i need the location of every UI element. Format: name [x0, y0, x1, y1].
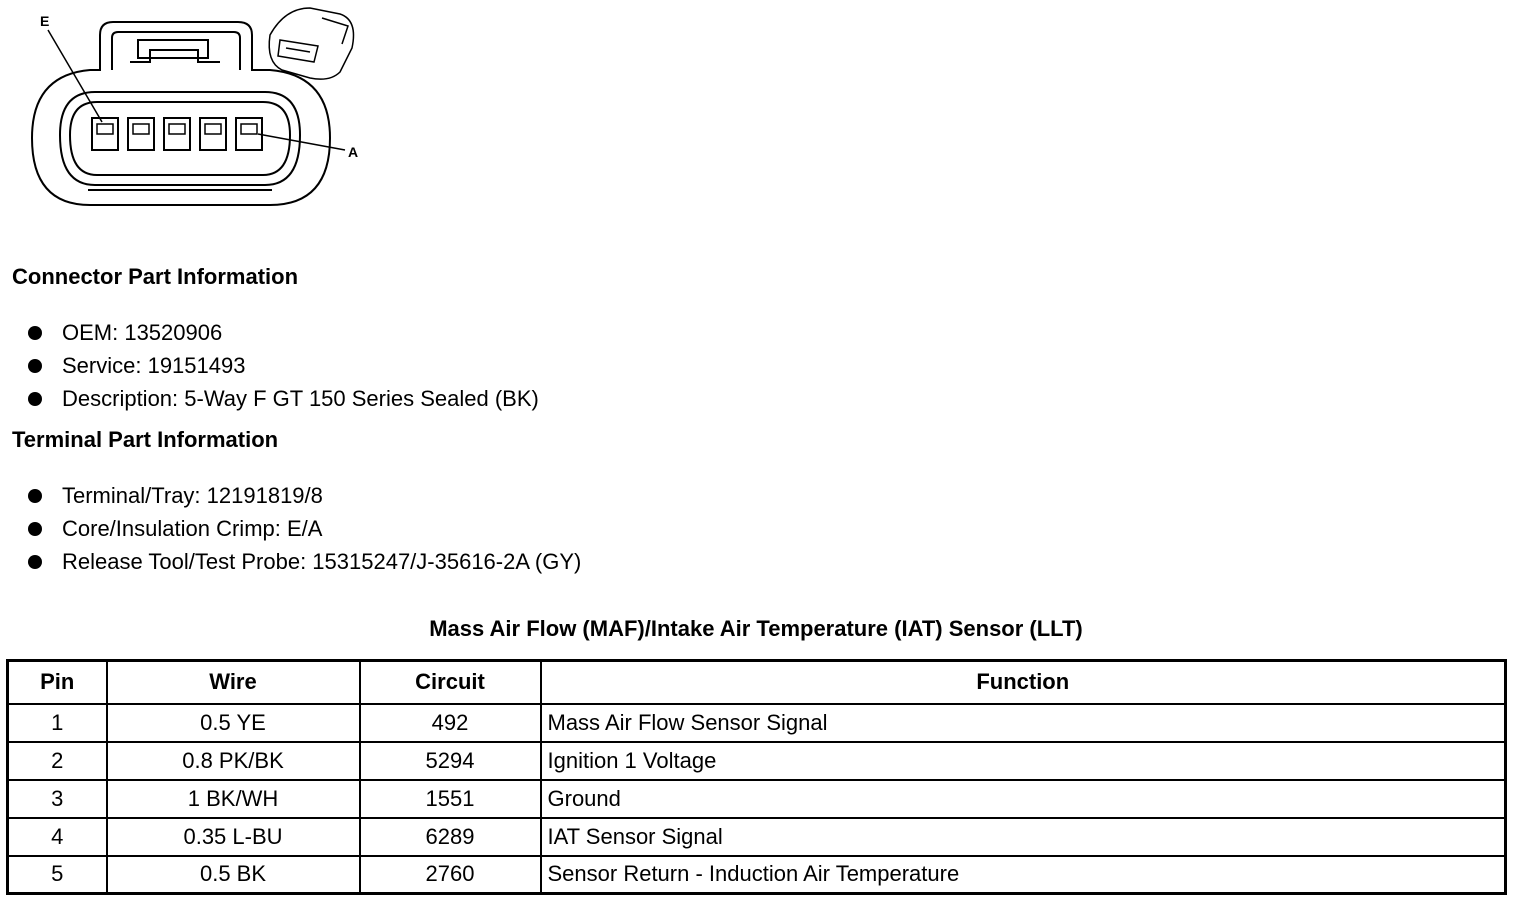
- table-row: [8, 818, 1506, 856]
- table-row: [8, 780, 1506, 818]
- bullet-icon: [28, 489, 42, 503]
- pinout-table: [6, 659, 1507, 895]
- header-pin: Pin: [8, 661, 107, 704]
- cell-function: Mass Air Flow Sensor Signal: [541, 704, 1506, 742]
- cell-pin: 2: [8, 742, 107, 780]
- cell-pin: 4: [8, 818, 107, 856]
- list-item: Description: 5-Way F GT 150 Series Sealed (BK): [28, 382, 539, 415]
- header-function: Function: [541, 661, 1506, 704]
- table-header-row: [8, 661, 1506, 704]
- cell-function: IAT Sensor Signal: [541, 818, 1506, 856]
- terminal-info-list: [28, 479, 581, 578]
- list-item: Terminal/Tray: 12191819/8: [28, 479, 581, 512]
- cell-pin: 1: [8, 704, 107, 742]
- cell-pin: 3: [8, 780, 107, 818]
- terminal-info-title: Terminal Part Information: [12, 427, 279, 452]
- cell-pin: 5: [8, 856, 107, 894]
- table-row: [8, 704, 1506, 742]
- cell-circuit: 6289: [360, 818, 541, 856]
- header-wire: Wire: [107, 661, 360, 704]
- table-title: Mass Air Flow (MAF)/Intake Air Temperature (IAT) Sensor (LLT): [429, 616, 1083, 641]
- cell-wire: 0.8 PK/BK: [107, 742, 360, 780]
- label-e: E: [40, 13, 50, 29]
- cell-function: Ignition 1 Voltage: [541, 742, 1506, 780]
- cell-wire: 0.5 BK: [107, 856, 360, 894]
- cell-circuit: 5294: [360, 742, 541, 780]
- header-circuit: Circuit: [360, 661, 541, 704]
- list-item: Service: 19151493: [28, 349, 539, 382]
- connector-info-title: Connector Part Information: [12, 264, 299, 289]
- cell-function: Sensor Return - Induction Air Temperature: [541, 856, 1506, 894]
- cell-wire: 0.35 L-BU: [107, 818, 360, 856]
- bullet-icon: [28, 522, 42, 536]
- cell-circuit: 2760: [360, 856, 541, 894]
- list-item: Core/Insulation Crimp: E/A: [28, 512, 581, 545]
- connector-diagram: [0, 0, 380, 220]
- connector-info-list: [28, 316, 539, 415]
- label-a: A: [348, 144, 359, 160]
- cell-circuit: 492: [360, 704, 541, 742]
- table-row: [8, 856, 1506, 894]
- bullet-icon: [28, 359, 42, 373]
- cell-wire: 1 BK/WH: [107, 780, 360, 818]
- list-item: Release Tool/Test Probe: 15315247/J-35616-2A (GY): [28, 545, 581, 578]
- bullet-icon: [28, 326, 42, 340]
- list-item: OEM: 13520906: [28, 316, 539, 349]
- cell-circuit: 1551: [360, 780, 541, 818]
- cell-function: Ground: [541, 780, 1506, 818]
- bullet-icon: [28, 555, 42, 569]
- bullet-icon: [28, 392, 42, 406]
- table-row: [8, 742, 1506, 780]
- cell-wire: 0.5 YE: [107, 704, 360, 742]
